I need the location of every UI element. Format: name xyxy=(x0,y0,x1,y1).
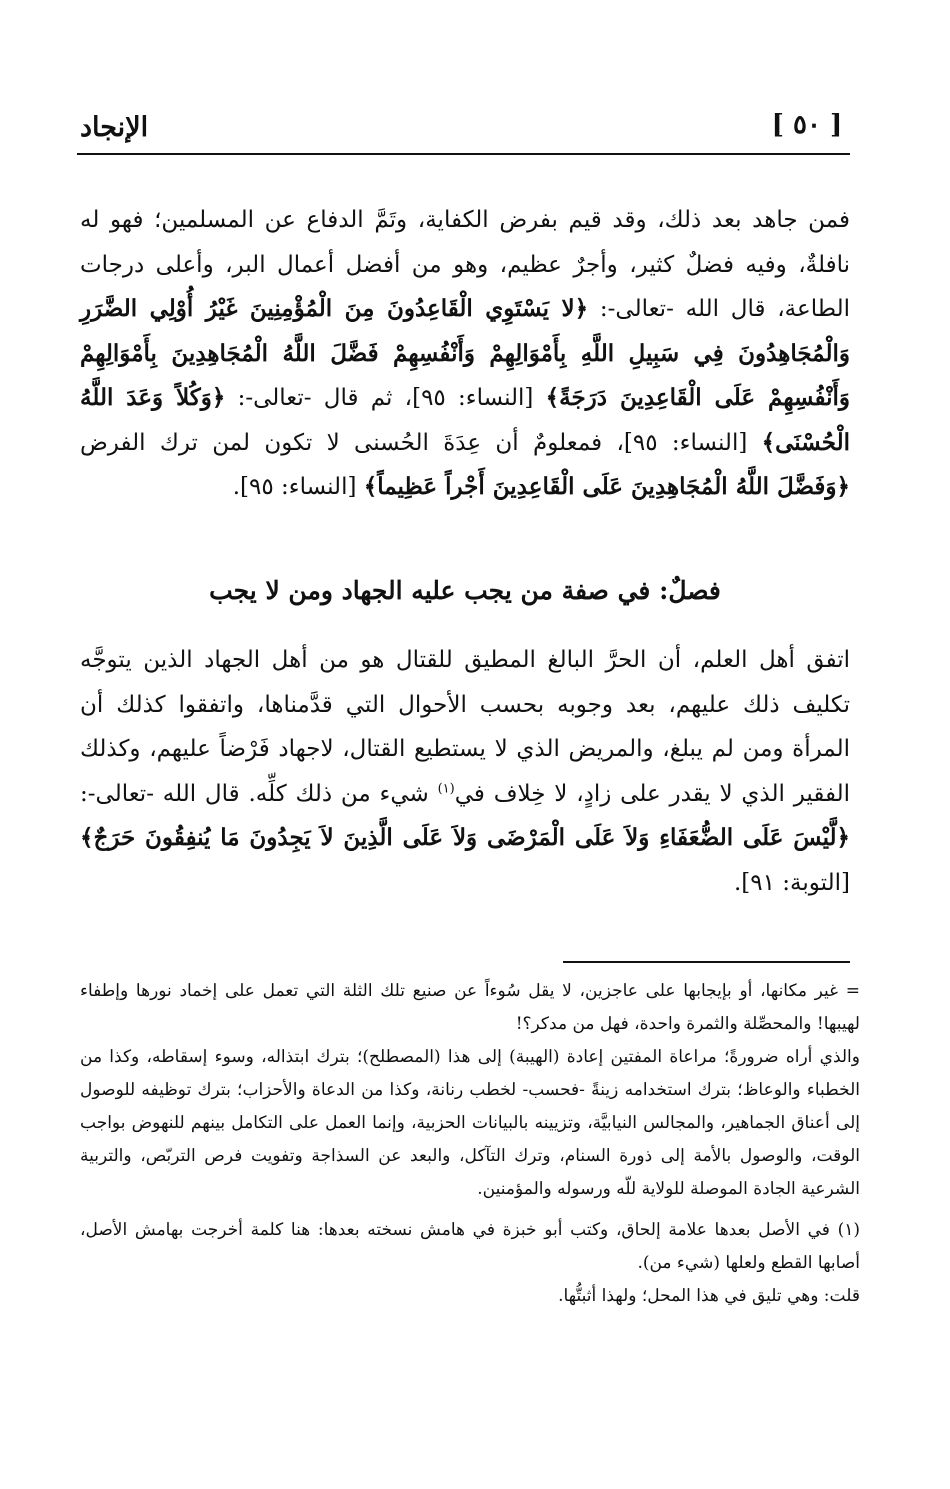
book-title: الإنجاد xyxy=(80,112,149,143)
verse-reference-1: [النساء: ٩٥]، ثم قال -تعالى-: xyxy=(237,385,534,411)
section-heading: فصلٌ: في صفة من يجب عليه الجهاد ومن لا يجب xyxy=(209,576,721,605)
paragraph-2-text: اتفق أهل العلم، أن الحرَّ البالغ المطيق للقتال هو من أهل الجهاد الذين يتوجَّه تكليف ذلك عليهم، بعد وجوبه بحسب الأحوال التي قدَّمناها، واتفقوا كذلك أن المرأة ومن لم يبلغ، والمريض الذي لا يستطيع القتال، لاجهاد فَرْضاً عليهم، وكذلك الفقير الذي لا يقدر على زادٍ، لا خِلاف في xyxy=(80,647,850,807)
quran-verse-4: ﴿لَّيْسَ عَلَى الضُّعَفَاءِ وَلاَ عَلَى الْمَرْضَى وَلاَ عَلَى الَّذِينَ لاَ يَجِدُونَ مَا يُنفِقُونَ حَرَجٌ﴾ xyxy=(80,824,850,851)
footnote-separator xyxy=(563,961,850,963)
paragraph-1-intro: فمن جاهد بعد ذلك، وقد قيم بفرض الكفاية، وتَمَّ الدفاع عن المسلمين؛ فهو له نافلةٌ، وفيه فضلٌ كثير، وأجرٌ عظيم، وهو من أفضل أعمال البر، وأعلى درجات الطاعة، قال الله -تعالى-: xyxy=(80,207,850,322)
footnote-continued-1: = غير مكانها، أو بإيجابها على عاجزين، لا يقل سُوءاً عن صنيع تلك الثلة التي تعمل على إخماد نورها وإطفاء لهيبها! والمحصِّلة والثمرة واحدة، فهل من مدكر؟! xyxy=(80,981,860,1034)
page-number: [ ٥٠ ] xyxy=(771,110,843,140)
paragraph-2 xyxy=(80,638,850,905)
page-header xyxy=(80,108,850,156)
footnote-marker[interactable]: (١) xyxy=(437,780,455,796)
verse-reference-3: [النساء: ٩٥]. xyxy=(232,474,357,500)
footnote-1: (١) في الأصل بعدها علامة إلحاق، وكتب أبو خبزة في هامش نسخته بعدها: هنا كلمة أخرجت بهامش الأصل، أصابها القطع ولعلها (شيء من). xyxy=(80,1220,860,1273)
footnotes xyxy=(80,975,860,1313)
footnote-continued-2: والذي أراه ضرورةً؛ مراعاة المفتين إعادة (الهيبة) إلى هذا (المصطلح)؛ بترك ابتذاله، وسوء إسقاطه، وكذا من الخطباء والوعاظ؛ بترك استخدامه زينةً -فحسب- لخطب رنانة، وكذا من الدعاة والأحزاب؛ بترك توظيفه للوصول إلى أعناق الجماهير، والمجالس النيابيَّة، وتزيينه بالبيانات الحزبية، وإنما العمل على التكامل بينهم للنهوض بواجب الوقت، والوصول بالأمة إلى ذورة السنام، وترك التآكل، والبعد عن السذاجة وتفويت فرص التربّص، والتربية الشرعية الجادة الموصلة للولاية للّه ورسوله والمؤمنين. xyxy=(80,1047,860,1199)
quran-verse-2: ﴿وَكُلاً وَعَدَ اللَّهُ الْحُسْنَى﴾ xyxy=(80,384,850,456)
quran-verse-3: ﴿وَفَضَّلَ اللَّهُ الْمُجَاهِدِينَ عَلَى الْقَاعِدِينَ أَجْراً عَظِيماً﴾ xyxy=(363,473,850,500)
paragraph-1 xyxy=(80,198,850,510)
footnote-1-comment: قلت: وهي تليق في هذا المحل؛ ولهذا أثبتُّها. xyxy=(558,1286,860,1306)
paragraph-2-text-after: شيء من ذلك كلِّه. قال الله -تعالى-: xyxy=(80,780,429,807)
header-rule xyxy=(77,153,850,155)
quran-verse-1: ﴿لا يَسْتَوِي الْقَاعِدُونَ مِنَ الْمُؤْمِنِينَ غَيْرُ أُوْلِي الضَّرَرِ وَالْمُجَاهِدُونَ فِي سَبِيلِ اللَّهِ بِأَمْوَالِهِمْ وَأَنْفُسِهِمْ فَضَّلَ اللَّهُ الْمُجَاهِدِينَ بِأَمْوَالِهِمْ وَأَنْفُسِهِمْ عَلَى الْقَاعِدِينَ دَرَجَةً﴾ xyxy=(80,295,851,411)
verse-reference-4: [التوبة: ٩١]. xyxy=(733,869,850,896)
verse-reference-2: [النساء: ٩٥]، فمعلومٌ أن عِدَةَ الحُسنى لا تكون لمن ترك الفرض xyxy=(80,429,748,456)
